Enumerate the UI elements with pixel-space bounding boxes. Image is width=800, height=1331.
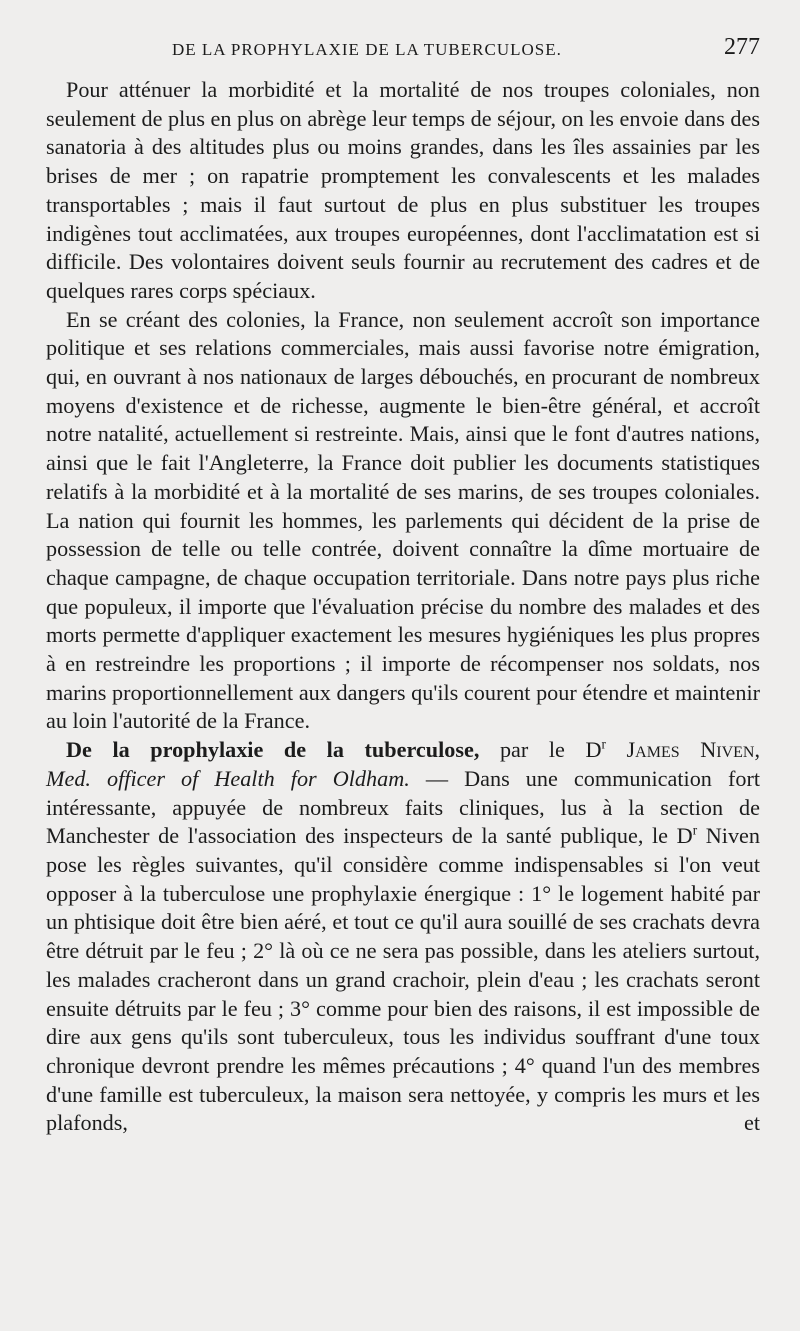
running-head [48, 34, 760, 68]
paragraph-text-a: — Dans une communication fort intéressante, appuyée de nombreux faits cliniques, lus à la section de Manchester de l'association des inspecteurs de la santé publique, le D [46, 765, 760, 849]
section-heading: De la prophylaxie de la tuberculose, [66, 737, 480, 763]
body-text [46, 76, 760, 1138]
page-number: 277 [724, 34, 760, 60]
author-name: James Niven, [605, 737, 760, 763]
running-title: DE LA PROPHYLAXIE DE LA TUBERCULOSE. [172, 40, 562, 59]
dr-superscript-2: r [692, 822, 698, 838]
paragraph-colonial-troops: Pour atténuer la morbidité et la mortalité de nos troupes coloniales, non seulement de plus en plus on abrège leur temps de séjour, on les envoie dans des sanatoria à des altitudes plus ou moins grandes, dans les îles assainies par les brises de mer ; on rapatrie promptement les convalescents et les malades transportables ; mais il faut surtout de plus en plus substituer les troupes indigènes tout acclimatées, aux troupes européennes, dont l'acclimatation est si difficile. Des volontaires doivent seuls fournir au recrutement des cadres et de quelques rares corps spéciaux. [46, 77, 760, 303]
author-prefix: par le D [479, 737, 602, 763]
paragraph-colonies-statistics: En se créant des colonies, la France, non seulement accroît son importance politique et ses relations commerciales, mais aussi favorise notre émigration, qui, en ouvrant à nos nationaux de larges débouchés, en procurant de nombreux moyens d'existence et de richesse, augmente le bien-être général, et accroît notre natalité, actuellement si restreinte. Mais, ainsi que le font d'autres nations, ainsi que le fait l'Angleterre, la France doit publier les documents statistiques relatifs à la morbidité et à la mortalité de ses marins, de ses troupes coloniales. La nation qui fournit les hommes, les parlements qui décident de la prise de possession de telle ou telle contrée, doivent connaître la dîme mortuaire de chaque campagne, de chaque occupation territoriale. Dans notre pays plus riche que populeux, il importe que l'évaluation précise du nombre des malades et des morts permette d'appliquer exactement les mesures hygiéniques les plus propres à en restreindre les proportions ; il importe de récompenser nos soldats, nos marins proportionnellement aux dangers qu'ils courent pour étendre et maintenir au loin l'autorité de la France. [46, 306, 760, 734]
dr-superscript: r [601, 736, 606, 752]
author-affiliation: Med. officer of Health for Oldham. [46, 765, 410, 791]
paragraph-text-b: Niven pose les règles suivantes, qu'il considère comme indispensables si l'on veut opposer à la tuberculose une prophylaxie énergique : 1° le logement habité par un phtisique doit être bien aéré, et tout ce qu'il aura souillé de ses crachats devra être détruit par le feu ; 2° là où ce ne sera pas possible, dans les ateliers surtout, les malades cracheront dans un grand crachoir, plein d'eau ; les crachats seront ensuite détruits par le feu ; 3° comme pour bien des raisons, il est impossible de dire aux gens qu'ils sont tuberculeux, tous les individus souffrant d'une toux chronique devront prendre les mêmes précautions ; 4° quand l'un des membres d'une famille est tuberculeux, la maison sera nettoyée, y compris les murs et les plafonds, et [46, 823, 760, 1136]
paragraph-tuberculosis-prophylaxis [46, 736, 760, 1138]
